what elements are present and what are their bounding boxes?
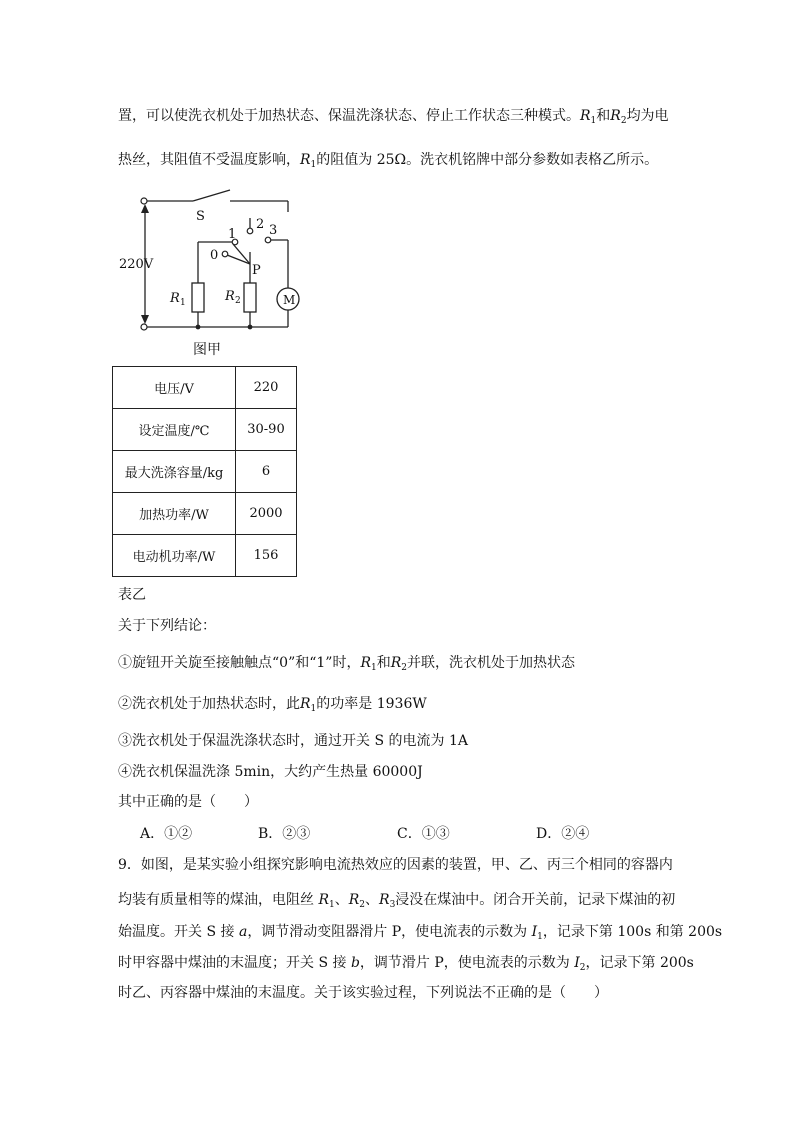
text: ，记录下第 200s	[585, 955, 694, 971]
subscript: 2	[359, 900, 366, 910]
text-line-2	[118, 150, 658, 175]
q9-line-1: 9．如图，是某实验小组探究影响电流热效应的因素的装置，甲、乙、丙三个相同的容器内	[118, 857, 673, 873]
subscript: 1	[371, 663, 377, 673]
r2-symbol: R	[610, 108, 621, 124]
question-prompt: 其中正确的是（ ）	[118, 794, 258, 810]
conclusion-2	[118, 694, 427, 719]
q9-line-4	[118, 953, 694, 978]
text: 、	[365, 892, 380, 908]
circuit-diagram	[118, 184, 318, 364]
text: 热丝，其阻值不受温度影响，	[118, 152, 300, 168]
r1-symbol: R	[318, 892, 329, 908]
text: 和	[376, 655, 391, 671]
table-row	[113, 367, 297, 409]
subscript: 1	[329, 900, 335, 910]
text-line-1	[118, 106, 669, 131]
option-b[interactable]: B．②③	[258, 826, 311, 842]
text: ①旋钮开关旋至接触触点“0”和“1”时，	[118, 655, 361, 671]
switch-s-label: S	[196, 209, 205, 224]
table-cell-value: 6	[236, 451, 297, 493]
r1-symbol: R	[360, 655, 371, 671]
current-i2: I	[574, 955, 580, 971]
table-row	[113, 451, 297, 493]
conclusion-3: ③洗衣机处于保温洗涤状态时，通过开关 S 的电流为 1A	[118, 733, 468, 749]
motor-label: M	[283, 293, 296, 307]
text: 的功率是 1936W	[316, 696, 427, 712]
contact-a: a	[238, 924, 248, 940]
table-cell-value: 30-90	[236, 409, 297, 451]
subscript: 2	[401, 663, 408, 673]
text: 始温度。开关 S 接	[118, 924, 239, 940]
q9-line-2	[118, 890, 675, 915]
text: 和	[596, 108, 611, 124]
table-cell-value: 2000	[236, 493, 297, 535]
table-row	[113, 493, 297, 535]
slider-p-label: P	[252, 263, 261, 278]
r1-symbol: R	[300, 696, 311, 712]
option-a[interactable]: A．①②	[140, 826, 193, 842]
table-row	[113, 535, 297, 577]
option-c[interactable]: C．①③	[397, 826, 450, 842]
r1-symbol: R	[300, 152, 311, 168]
q9-line-5: 时乙、丙容器中煤油的末温度。关于该实验过程，下列说法不正确的是（ ）	[118, 985, 608, 1001]
r1-label: R	[170, 291, 180, 306]
contact-1-label: 1	[228, 227, 237, 242]
r2-label: R	[225, 289, 235, 304]
table-cell-value: 220	[236, 367, 297, 409]
conclusions-intro: 关于下列结论：	[118, 618, 216, 634]
r1-subscript: 1	[180, 298, 186, 308]
subscript: 1	[310, 704, 317, 714]
contact-3-label: 3	[269, 223, 278, 238]
text: 浸没在煤油中。闭合开关前，记录下煤油的初	[395, 892, 676, 908]
contact-b: b	[350, 955, 360, 971]
subscript: 1	[310, 160, 317, 170]
contact-0-label: 0	[210, 248, 219, 263]
text: 并联，洗衣机处于加热状态	[407, 655, 576, 671]
q9-line-3	[118, 922, 722, 947]
r3-symbol: R	[379, 892, 390, 908]
text: 、	[334, 892, 349, 908]
conclusion-1	[118, 653, 575, 678]
option-d[interactable]: D．②④	[536, 826, 590, 842]
table-cell-label: 电动机功率/W	[113, 535, 236, 577]
text: ②洗衣机处于加热状态时，此	[118, 696, 300, 712]
subscript: 1	[537, 932, 543, 942]
subscript: 3	[389, 900, 396, 910]
table-cell-value: 156	[236, 535, 297, 577]
r1-symbol: R	[580, 108, 591, 124]
voltage-label: 220V	[119, 257, 154, 272]
r2-symbol: R	[348, 892, 360, 908]
table-cell-label: 加热功率/W	[113, 493, 236, 535]
subscript: 2	[579, 963, 586, 973]
text: 均为电	[626, 108, 669, 124]
contact-2-label: 2	[256, 217, 265, 232]
subscript: 1	[590, 116, 597, 126]
text: ，记录下第 100s 和第 200s	[542, 924, 723, 940]
conclusion-4: ④洗衣机保温洗涤 5min，大约产生热量 60000J	[118, 764, 423, 780]
text: 均装有质量相等的煤油，电阻丝	[118, 892, 319, 908]
subscript: 2	[620, 116, 627, 126]
figure-caption: 图甲	[193, 342, 221, 358]
text: ，调节滑片 P，使电流表的示数为	[359, 955, 575, 971]
table-caption: 表乙	[118, 587, 146, 603]
spec-table	[112, 366, 297, 577]
table-cell-label: 电压/V	[113, 367, 236, 409]
r2-subscript: 2	[235, 296, 241, 306]
current-i1: I	[531, 924, 538, 940]
table-cell-label: 最大洗涤容量/kg	[113, 451, 236, 493]
text: ，调节滑动变阻器滑片 P，使电流表的示数为	[247, 924, 532, 940]
text: 时甲容器中煤油的末温度；开关 S 接	[118, 955, 351, 971]
table-row	[113, 409, 297, 451]
table-cell-label: 设定温度/℃	[113, 409, 236, 451]
text: 的阻值为 25Ω。洗衣机铭牌中部分参数如表格乙所示。	[316, 152, 659, 168]
text: 置，可以使洗衣机处于加热状态、保温洗涤状态、停止工作状态三种模式。	[118, 108, 580, 124]
r2-symbol: R	[390, 655, 402, 671]
